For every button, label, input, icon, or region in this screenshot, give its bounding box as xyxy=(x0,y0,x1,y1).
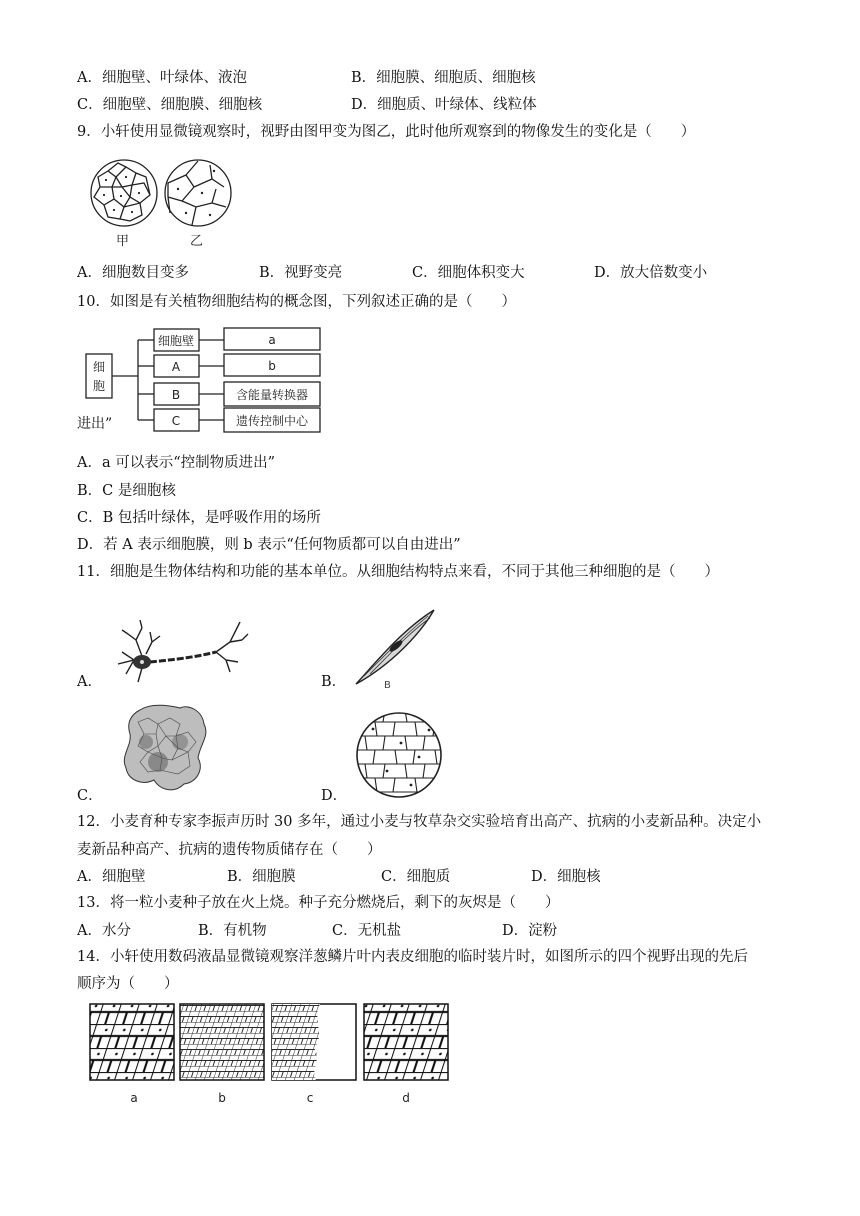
q11-option-b-label: B． xyxy=(321,674,347,690)
view-d xyxy=(364,1004,448,1080)
q14-stem-line1: 14．小轩使用数码液晶显微镜观察洋葱鳞片叶内表皮细胞的临时装片时，如图所示的四个视野出现的先后 xyxy=(77,949,748,965)
root-char-1: 细 xyxy=(92,360,106,374)
q8-option-b: B．细胞膜、细胞质、细胞核 xyxy=(351,70,536,86)
onion-cell-image xyxy=(355,710,443,804)
q13-option-a: A．水分 xyxy=(77,923,131,939)
q13-option-c: C．无机盐 xyxy=(332,923,402,939)
leaf-text-a: a xyxy=(268,333,276,347)
q8-option-c: C．细胞壁、细胞膜、细胞核 xyxy=(77,97,263,113)
q12-option-a: A．细胞壁 xyxy=(77,869,146,885)
q14-view-sequence-figure xyxy=(86,1000,454,1116)
muscle-cell-image xyxy=(350,606,440,692)
epithelial-tissue-image xyxy=(118,702,214,802)
node-text-b: B xyxy=(171,388,181,402)
q9-option-d: D．放大倍数变小 xyxy=(594,265,708,281)
node-text-c: C xyxy=(171,414,181,428)
q12-stem-line1: 12．小麦育种专家李振声历时 30 多年，通过小麦与牧草杂交实验培育出高产、抗病的小麦新品种。决定小 xyxy=(77,814,762,830)
view-a xyxy=(90,1004,174,1080)
q9-option-c: C．细胞体积变大 xyxy=(412,265,525,281)
view-b xyxy=(180,1004,264,1080)
view-a-label: a xyxy=(130,1091,138,1105)
q14-stem-line2: 顺序为（ ） xyxy=(77,976,179,992)
q12-option-d: D．细胞核 xyxy=(531,869,601,885)
fig-label-jia: 甲 xyxy=(116,234,130,249)
q8-option-d: D．细胞质、叶绿体、线粒体 xyxy=(351,97,537,113)
q10-option-b: B．C 是细胞核 xyxy=(77,483,176,499)
view-yi-circle xyxy=(165,160,231,226)
view-c-label: c xyxy=(306,1091,314,1105)
q11-option-c-label: C． xyxy=(77,788,103,804)
view-jia-circle xyxy=(91,160,157,226)
root-char-2: 胞 xyxy=(92,379,106,393)
node-text-cell-wall: 细胞壁 xyxy=(157,334,195,348)
fig-label-yi: 乙 xyxy=(190,234,204,249)
q13-option-d: D．淀粉 xyxy=(502,923,558,939)
q10-stem: 10．如图是有关植物细胞结构的概念图，下列叙述正确的是（ ） xyxy=(77,294,516,310)
view-d-label: d xyxy=(402,1091,410,1105)
muscle-caption: B xyxy=(384,680,391,688)
q11-option-d-label: D． xyxy=(321,788,348,804)
q10-option-a: A．a 可以表示“控制物质进出” xyxy=(77,455,276,471)
neuron-cell-image xyxy=(112,612,252,696)
q12-stem-line2: 麦新品种高产、抗病的遗传物质储存在（ ） xyxy=(77,842,382,858)
q9-option-b: B．视野变亮 xyxy=(259,265,343,281)
leaf-text-energy: 含能量转换器 xyxy=(235,388,309,402)
q9-microscope-figure xyxy=(86,157,236,253)
view-b-label: b xyxy=(218,1091,226,1105)
q9-option-a: A．细胞数目变多 xyxy=(77,265,189,281)
q10-concept-map xyxy=(78,324,328,444)
q11-option-a-label: A． xyxy=(77,674,102,690)
leaf-text-genetic: 遗传控制中心 xyxy=(235,414,309,428)
q10-diagram-fragment: 进出” xyxy=(77,416,113,432)
q9-stem: 9．小轩使用显微镜观察时，视野由图甲变为图乙，此时他所观察到的物像发生的变化是（ ） xyxy=(77,124,696,140)
q13-stem: 13．将一粒小麦种子放在火上烧。种子充分燃烧后，剩下的灰烬是（ ） xyxy=(77,895,560,911)
q8-option-a: A．细胞壁、叶绿体、液泡 xyxy=(77,70,247,86)
q12-option-b: B．细胞膜 xyxy=(227,869,296,885)
leaf-text-b: b xyxy=(268,359,276,373)
q10-option-d: D．若 A 表示细胞膜，则 b 表示“任何物质都可以自由进出” xyxy=(77,537,461,553)
q11-stem: 11．细胞是生物体结构和功能的基本单位。从细胞结构特点来看，不同于其他三种细胞的是（ ） xyxy=(77,564,719,580)
q10-option-c: C．B 包括叶绿体，是呼吸作用的场所 xyxy=(77,510,321,526)
q13-option-b: B．有机物 xyxy=(198,923,267,939)
node-text-a: A xyxy=(171,360,181,374)
q12-option-c: C．细胞质 xyxy=(381,869,451,885)
